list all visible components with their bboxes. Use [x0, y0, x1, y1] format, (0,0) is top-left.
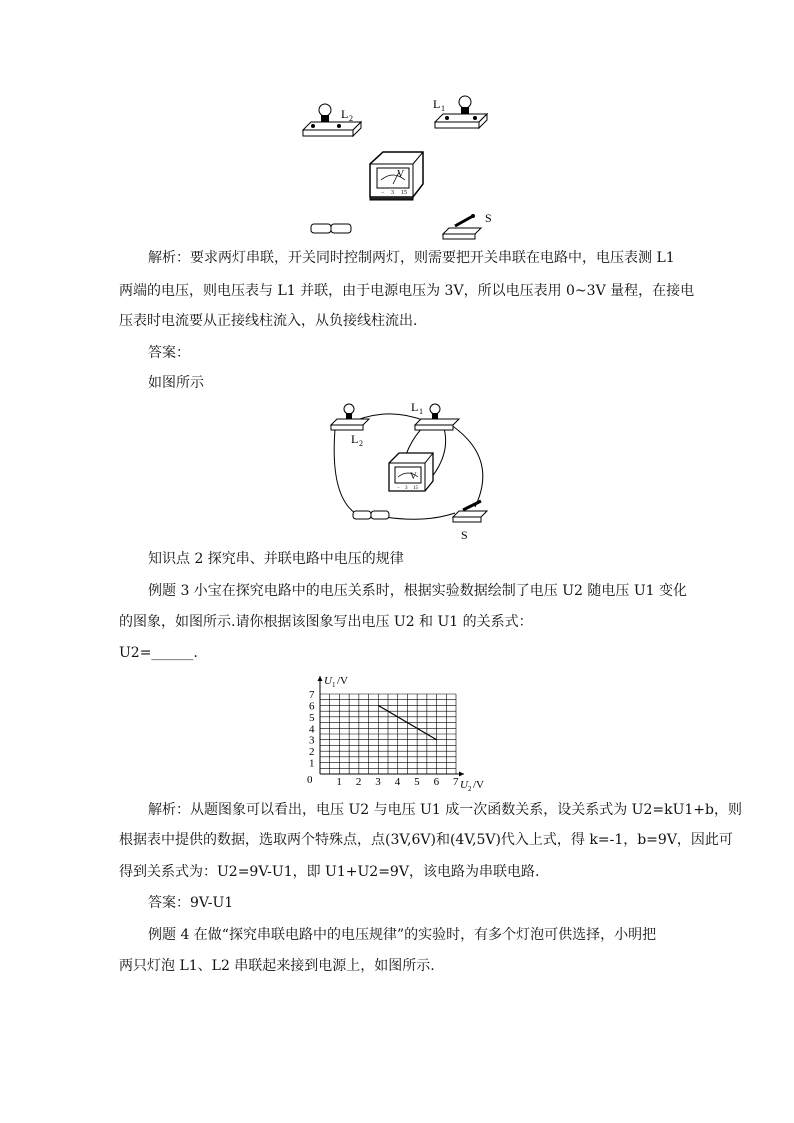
- y-axis-label: U: [324, 675, 332, 687]
- switch: [443, 214, 481, 239]
- label-v: V: [397, 169, 405, 180]
- terminal-15-2: 15: [413, 486, 418, 491]
- x-tick-label: 7: [453, 776, 459, 788]
- x-tick-label: 2: [355, 776, 362, 788]
- battery: [311, 224, 351, 233]
- y-tick-label: 5: [309, 711, 315, 724]
- y-tick-label: 1: [309, 757, 315, 770]
- switch-connected: [453, 501, 487, 522]
- label-l2-2: L: [351, 432, 359, 446]
- label-v-2: V: [410, 471, 417, 481]
- y-tick-label: 7: [309, 689, 315, 701]
- y-tick-label: 2: [309, 746, 315, 759]
- y-axis-arrow: [318, 676, 323, 681]
- example4-line1: 例题 4 在做“探究串联电路中的电压规律”的实验时，有多个灯泡可供选择，小明把: [148, 927, 657, 943]
- x-tick-label: 3: [375, 776, 381, 788]
- analysis2-line1: 解析：从题图象可以看出，电压 U2 与电压 U1 成一次函数关系，设关系式为 U2=kU1+b，则: [148, 802, 742, 818]
- origin-label: 0: [307, 774, 313, 786]
- analysis2-line2: 根据表中提供的数据，选取两个特殊点，点(3V,6V)和(4V,5V)代入上式，得 k=-1，b=9V，因此可: [119, 832, 733, 848]
- analysis2-line3: 得到关系式为：U2=9V-U1，即 U1+U2=9V，该电路为串联电路.: [119, 864, 540, 880]
- x-tick-label: 4: [394, 776, 401, 788]
- example3-line1: 例题 3 小宝在探究电路中的电压关系时，根据实验数据绘制了电压 U2 随电压 U1 变化: [148, 583, 688, 599]
- analysis1-line3: 压表时电流要从正接线柱流入，从负接线柱流出.: [119, 313, 418, 329]
- lamp-l2-connected: [331, 404, 369, 430]
- x-axis-label-unit: /V: [473, 779, 484, 791]
- terminal-3: 3: [391, 190, 394, 196]
- label-l1-sub: 1: [441, 104, 445, 113]
- y-axis-label-unit: /V: [337, 675, 348, 687]
- u2-u1-chart: [296, 668, 496, 793]
- label-l2: L: [341, 107, 349, 121]
- x-tick-label: 6: [433, 776, 440, 788]
- x-tick-label: 1: [336, 776, 342, 788]
- example3-blank: U2=______.: [119, 645, 198, 661]
- y-tick-label: 6: [309, 700, 315, 713]
- label-l1: L: [433, 97, 441, 111]
- analysis1-line1: 解析：要求两灯串联，开关同时控制两灯，则需要把开关串联在电路中，电压表测 L1: [148, 250, 675, 266]
- terminal-neg-2: −: [397, 486, 400, 491]
- answer1-text: 如图所示: [148, 375, 204, 391]
- answer1-label: 答案：: [148, 345, 190, 361]
- x-axis-label-sub: 2: [468, 785, 472, 793]
- label-s: S: [485, 211, 492, 225]
- battery-connected: [353, 511, 389, 519]
- x-tick-label: 5: [414, 776, 420, 788]
- label-s-2: S: [461, 528, 468, 542]
- terminal-neg: −: [381, 190, 385, 196]
- terminal-15: 15: [401, 190, 407, 196]
- y-tick-label: 3: [309, 734, 315, 747]
- x-axis-label: U: [460, 779, 468, 791]
- analysis1-line2: 两端的电压，则电压表与 L1 并联，由于电源电压为 3V，所以电压表用 0~3V 量程，在接电: [119, 283, 695, 299]
- label-l2-2-sub: 2: [359, 439, 363, 448]
- y-tick-label: 4: [309, 723, 315, 736]
- label-l1-2: L: [411, 400, 419, 414]
- example3-line2: 的图象，如图所示.请你根据该图象写出电压 U2 和 U1 的关系式：: [119, 614, 533, 630]
- label-l2-sub: 2: [349, 114, 353, 123]
- knowledge-heading: 知识点 2 探究串、并联电路中电压的规律: [148, 551, 404, 567]
- figure-circuit-components: [295, 92, 510, 242]
- y-axis-label-sub: 1: [332, 681, 336, 689]
- x-axis-arrow: [459, 772, 464, 777]
- label-l1-2-sub: 1: [419, 407, 423, 416]
- figure-connected-circuit: [325, 395, 500, 543]
- terminal-3-2: 3: [405, 486, 408, 491]
- answer2-text: 答案：9V-U1: [148, 895, 234, 911]
- example4-line2: 两只灯泡 L1、L2 串联起来接到电源上，如图所示.: [119, 958, 435, 974]
